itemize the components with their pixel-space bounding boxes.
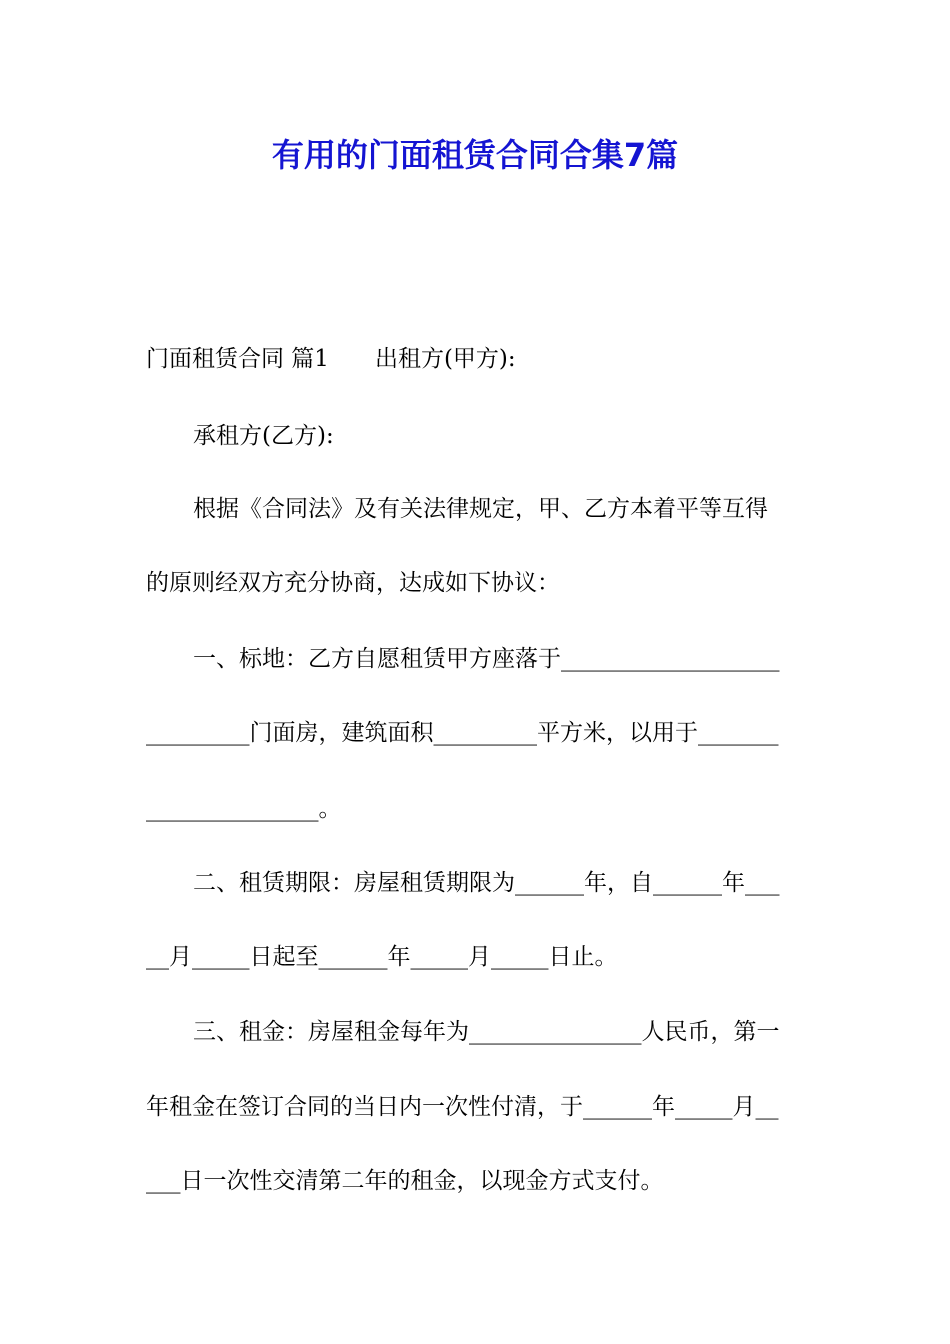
clause-2-line-2: __月_____日起至______年_____月_____日止。 [146, 944, 618, 970]
clause-1-line-3: _______________。 [146, 796, 342, 822]
document-title: 有用的门面租赁合同合集7篇 [271, 136, 679, 174]
contract-section-label: 门面租赁合同 篇1 [146, 346, 329, 372]
clause-2-line-1: 二、租赁期限：房屋租赁期限为______年，自______年___ [193, 870, 780, 896]
preamble-line-1: 根据《合同法》及有关法律规定，甲、乙方本着平等互得 [193, 496, 768, 522]
clause-1-line-1: 一、标地：乙方自愿租赁甲方座落于___________________ [193, 646, 780, 672]
preamble-line-2: 的原则经双方充分协商，达成如下协议： [146, 570, 560, 596]
clause-3-line-1: 三、租金：房屋租金每年为_______________人民币，第一 [193, 1019, 780, 1045]
contract-heading-line [146, 344, 516, 374]
clause-3-line-2: 年租金在签订合同的当日内一次性付清，于______年_____月__ [146, 1094, 779, 1120]
lessee-line: 承租方(乙方): [193, 423, 334, 449]
lessor-label: 出租方(甲方): [374, 346, 516, 372]
clause-3-line-3: ___日一次性交清第二年的租金，以现金方式支付。 [146, 1168, 664, 1194]
clause-1-line-2: _________门面房，建筑面积_________平方米，以用于_______ [146, 720, 779, 746]
